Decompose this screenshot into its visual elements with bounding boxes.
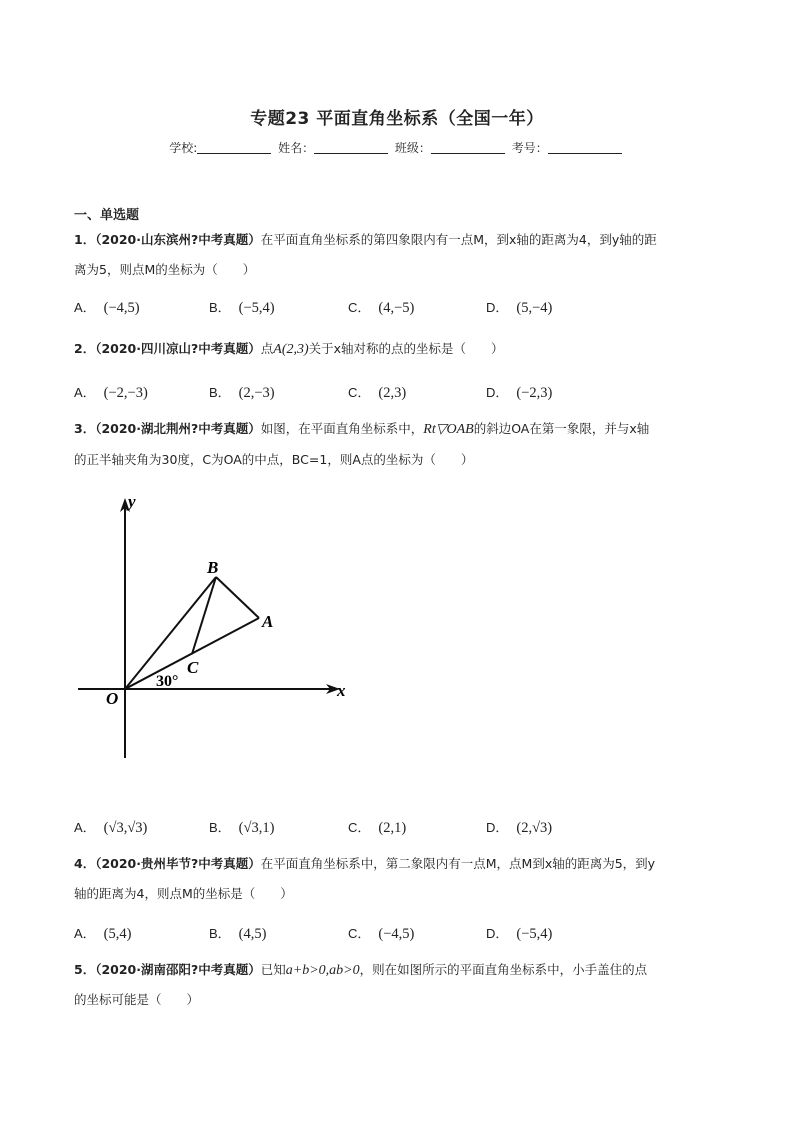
option-value: (2,−3) xyxy=(238,385,275,401)
q2-option-d[interactable] xyxy=(486,382,552,402)
question-text: 在平面直角坐标系的第四象限内有一点M，到x轴的距离为4，到y轴的距 xyxy=(260,232,657,247)
option-label: B． xyxy=(209,820,231,835)
q3-option-a[interactable] xyxy=(74,817,147,837)
option-label: A． xyxy=(74,385,96,400)
angle-label: 30° xyxy=(156,673,179,690)
q1-option-a[interactable] xyxy=(74,297,140,317)
q3-option-b[interactable] xyxy=(209,817,274,837)
option-value: (5,−4) xyxy=(516,300,553,316)
question-number: 2． xyxy=(74,341,96,356)
question-source: （2020·四川凉山?中考真题） xyxy=(95,341,261,356)
question-number: 1． xyxy=(74,232,96,247)
option-label: D． xyxy=(486,385,509,400)
q4-option-c[interactable] xyxy=(348,923,414,943)
q4-option-d[interactable] xyxy=(486,923,552,943)
option-label: C． xyxy=(348,385,371,400)
option-label: D． xyxy=(486,820,509,835)
option-value: (√3,√3) xyxy=(103,820,148,836)
option-value: (2,3) xyxy=(378,385,407,401)
q4-option-a[interactable] xyxy=(74,923,131,943)
option-value: (−5,4) xyxy=(238,300,275,316)
class-label: 班级： xyxy=(394,141,431,155)
option-value: (−4,5) xyxy=(378,926,415,942)
point-b-label: B xyxy=(207,558,219,577)
q2-option-b[interactable] xyxy=(209,382,275,402)
question-text: 已知 xyxy=(260,962,286,977)
question-3-line-1 xyxy=(74,421,649,438)
question-source: （2020·湖北荆州?中考真题） xyxy=(95,421,261,436)
origin-label: O xyxy=(106,689,119,708)
y-axis-label: y xyxy=(128,492,136,511)
page-title: 专题23 平面直角坐标系（全国一年） xyxy=(250,109,544,129)
question-source: （2020·贵州毕节?中考真题） xyxy=(95,856,261,871)
option-label: D． xyxy=(486,926,509,941)
option-label: C． xyxy=(348,300,371,315)
option-label: D． xyxy=(486,300,509,315)
q3-option-d[interactable] xyxy=(486,817,552,837)
section-heading: 一、单选题 xyxy=(74,208,140,223)
question-number: 3． xyxy=(74,421,96,436)
option-label: C． xyxy=(348,820,371,835)
question-5-line-2: 的坐标可能是（ ） xyxy=(74,992,200,1007)
question-5-line-1 xyxy=(74,962,647,979)
option-value: (4,−5) xyxy=(378,300,415,316)
question-number: 5． xyxy=(74,962,96,977)
name-blank[interactable] xyxy=(314,141,388,154)
math-expression: a+b>0,ab>0 xyxy=(285,963,360,978)
option-label: A． xyxy=(74,300,96,315)
option-label: A． xyxy=(74,926,96,941)
question-3-line-2: 的正半轴夹角为30度，C为OA的中点，BC=1，则A点的坐标为（ ） xyxy=(74,452,474,467)
q1-option-d[interactable] xyxy=(486,297,552,317)
segment-ba xyxy=(216,577,259,618)
school-label: 学校: xyxy=(169,141,198,155)
name-label: 姓名： xyxy=(278,141,315,155)
option-label: B． xyxy=(209,926,231,941)
option-value: (2,1) xyxy=(378,820,407,836)
point-c-label: C xyxy=(187,658,199,677)
exam-number-label: 考号： xyxy=(511,141,548,155)
option-label: B． xyxy=(209,385,231,400)
question-4-line-1 xyxy=(74,856,655,872)
question-1-line-2: 离为5，则点M的坐标为（ ） xyxy=(74,262,256,277)
question-text: 如图，在平面直角坐标系中， xyxy=(260,421,424,436)
q1-option-b[interactable] xyxy=(209,297,275,317)
math-expression: Rt▽OAB xyxy=(423,422,474,437)
exam-number-blank[interactable] xyxy=(548,141,622,154)
coordinate-figure xyxy=(60,490,360,770)
math-expression: A(2,3) xyxy=(273,342,309,357)
school-blank[interactable] xyxy=(197,141,271,154)
question-text: ，则在如图所示的平面直角坐标系中，小手盖住的点 xyxy=(359,962,648,977)
option-value: (4,5) xyxy=(238,926,267,942)
option-value: (−5,4) xyxy=(516,926,553,942)
question-text: 的斜边OA在第一象限，并与x轴 xyxy=(473,421,650,436)
option-value: (5,4) xyxy=(103,926,132,942)
question-text: 在平面直角坐标系中，第二象限内有一点M，点M到x轴的距离为5，到y xyxy=(260,856,656,871)
point-a-label: A xyxy=(262,612,274,631)
option-value: (2,√3) xyxy=(516,820,553,836)
option-value: (√3,1) xyxy=(238,820,275,836)
option-value: (−2,3) xyxy=(516,385,553,401)
class-blank[interactable] xyxy=(431,141,505,154)
question-text: 关于x轴对称的点的坐标是（ ） xyxy=(308,341,504,356)
question-number: 4． xyxy=(74,856,96,871)
q3-option-c[interactable] xyxy=(348,817,406,837)
option-label: B． xyxy=(209,300,231,315)
question-4-line-2: 轴的距离为4，则点M的坐标是（ ） xyxy=(74,886,293,901)
question-1-line-1 xyxy=(74,232,657,248)
question-text: 点 xyxy=(260,341,274,356)
x-axis-label: x xyxy=(337,681,346,700)
student-info-line xyxy=(0,139,794,156)
option-label: A． xyxy=(74,820,96,835)
q2-option-a[interactable] xyxy=(74,382,148,402)
question-source: （2020·山东滨州?中考真题） xyxy=(95,232,261,247)
q2-option-c[interactable] xyxy=(348,382,406,402)
q1-option-c[interactable] xyxy=(348,297,414,317)
question-2-line-1 xyxy=(74,341,504,358)
option-label: C． xyxy=(348,926,371,941)
q4-option-b[interactable] xyxy=(209,923,266,943)
option-value: (−4,5) xyxy=(103,300,140,316)
question-source: （2020·湖南邵阳?中考真题） xyxy=(95,962,261,977)
option-value: (−2,−3) xyxy=(103,385,148,401)
